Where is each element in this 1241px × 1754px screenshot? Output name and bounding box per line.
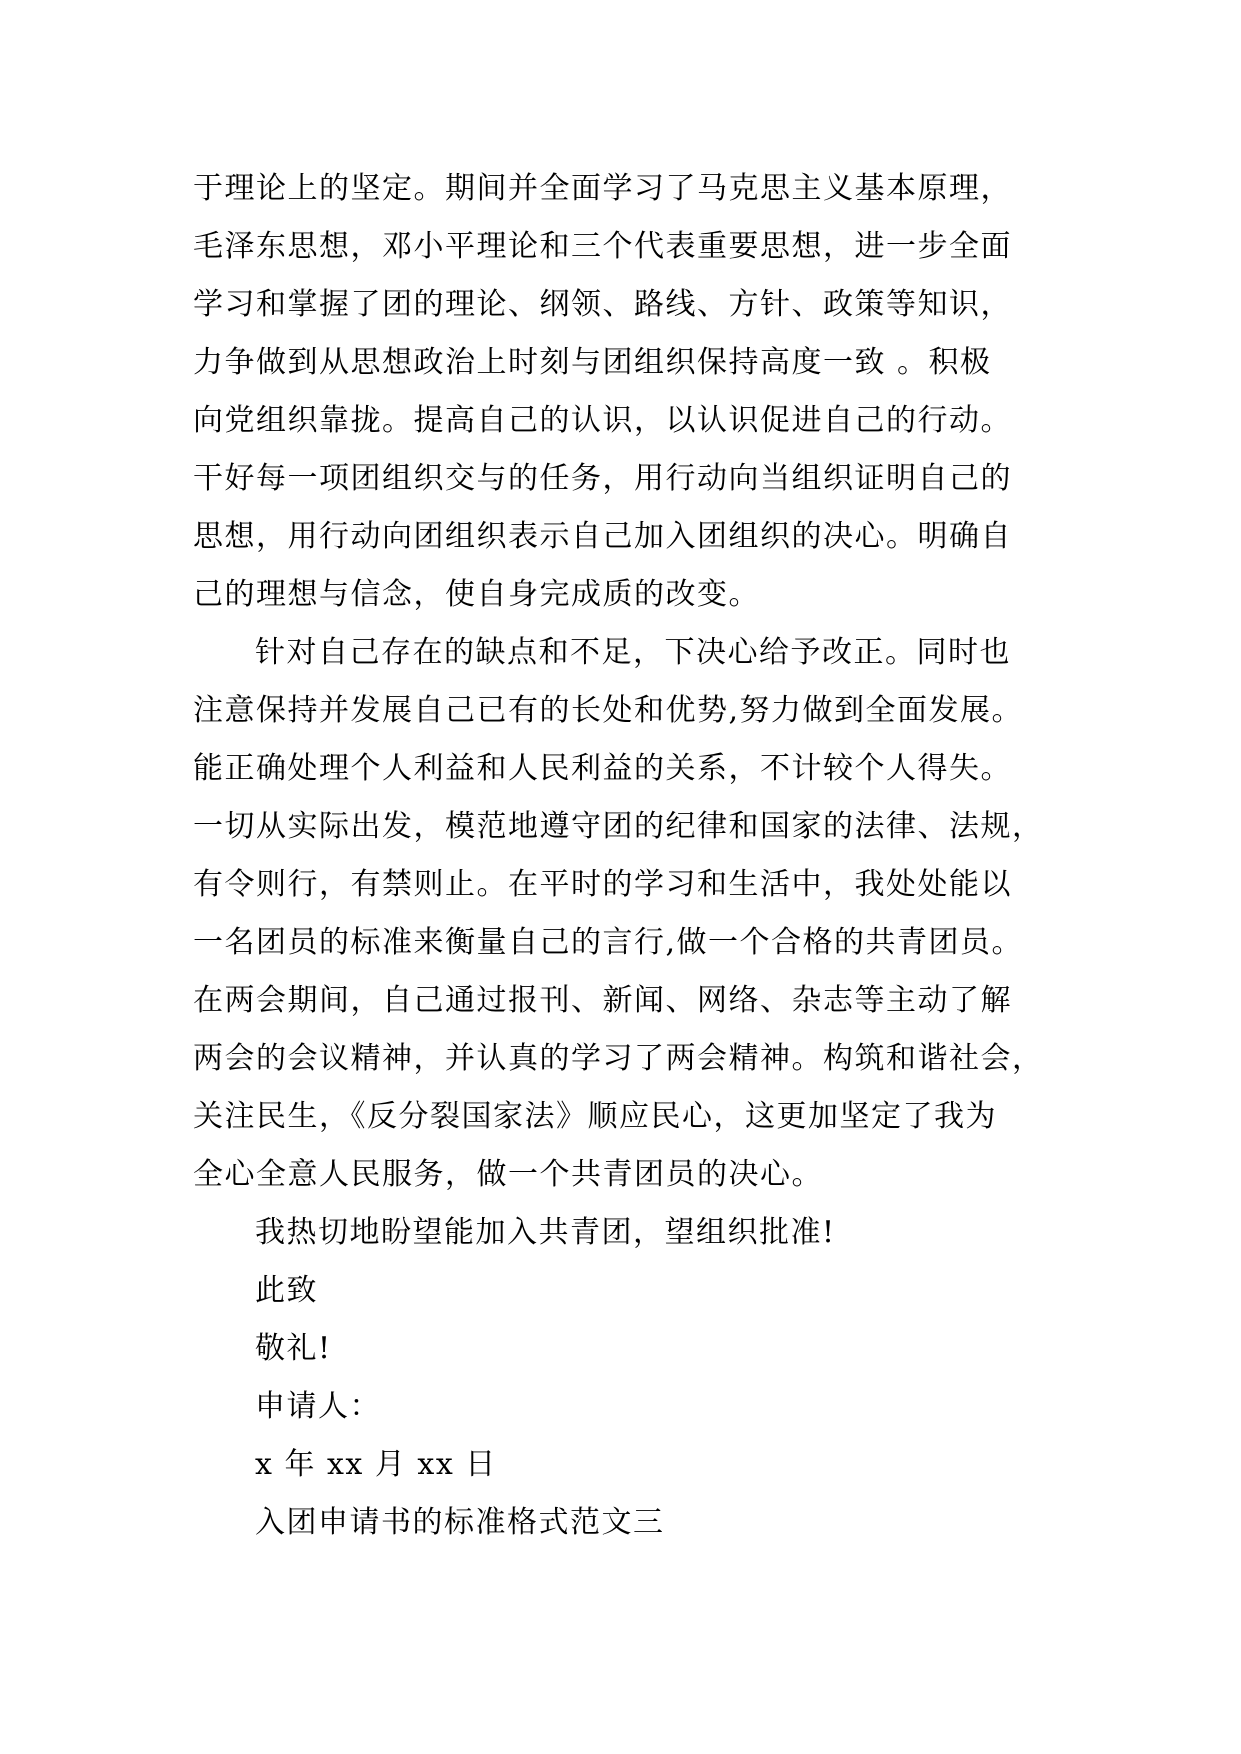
text-line: 一切从实际出发，模范地遵守团的纪律和国家的法律、法规， [193, 809, 1044, 844]
paragraph-theory-study [193, 160, 1073, 624]
text-line: 关注民生，《反分裂国家法》顺应民心，这更加坚定了我为 [193, 1099, 997, 1134]
text-line: 注意保持并发展自己已有的长处和优势,努力做到全面发展。 [193, 693, 1024, 728]
text-line: 向党组织靠拢。提高自己的认识，以认识促进自己的行动。 [193, 403, 1012, 438]
text-line: 两会的会议精神，并认真的学习了两会精神。构筑和谐社会， [193, 1041, 1044, 1076]
next-section-title: 入团申请书的标准格式范文三 [255, 1505, 665, 1540]
text-line: 能正确处理个人利益和人民利益的关系，不计较个人得失。 [193, 751, 1012, 786]
text-line: 有令则行，有禁则止。在平时的学习和生活中，我处处能以 [193, 867, 1012, 902]
text-line: 干好每一项团组织交与的任务，用行动向当组织证明自己的 [193, 461, 1012, 496]
text-line: 针对自己存在的缺点和不足，下决心给予改正。同时也 [255, 635, 1011, 670]
salutation-ci-zhi: 此致 [255, 1273, 318, 1308]
paragraph-self-improvement [193, 624, 1073, 1204]
text-line: 在两会期间，自己通过报刊、新闻、网络、杂志等主动了解 [193, 983, 1012, 1018]
text-line: 一名团员的标准来衡量自己的言行,做一个合格的共青团员。 [193, 925, 1024, 960]
text-line: 毛泽东思想，邓小平理论和三个代表重要思想，进一步全面 [193, 229, 1012, 264]
date-line: x 年 xx 月 xx 日 [255, 1447, 497, 1482]
text-line: 力争做到从思想政治上时刻与团组织保持高度一致 。积极 [193, 345, 992, 380]
closing-wish: 我热切地盼望能加入共青团，望组织批准! [255, 1215, 836, 1250]
text-line: 全心全意人民服务，做一个共青团员的决心。 [193, 1157, 823, 1192]
salutation-jing-li: 敬礼! [255, 1331, 332, 1366]
document-body [193, 160, 1073, 1552]
applicant-label: 申请人： [255, 1389, 381, 1424]
text-line: 己的理想与信念，使自身完成质的改变。 [193, 577, 760, 612]
text-line: 思想，用行动向团组织表示自己加入团组织的决心。明确自 [193, 519, 1012, 554]
text-line: 于理论上的坚定。期间并全面学习了马克思主义基本原理， [193, 171, 1012, 206]
text-line: 学习和掌握了团的理论、纲领、路线、方针、政策等知识， [193, 287, 1012, 322]
